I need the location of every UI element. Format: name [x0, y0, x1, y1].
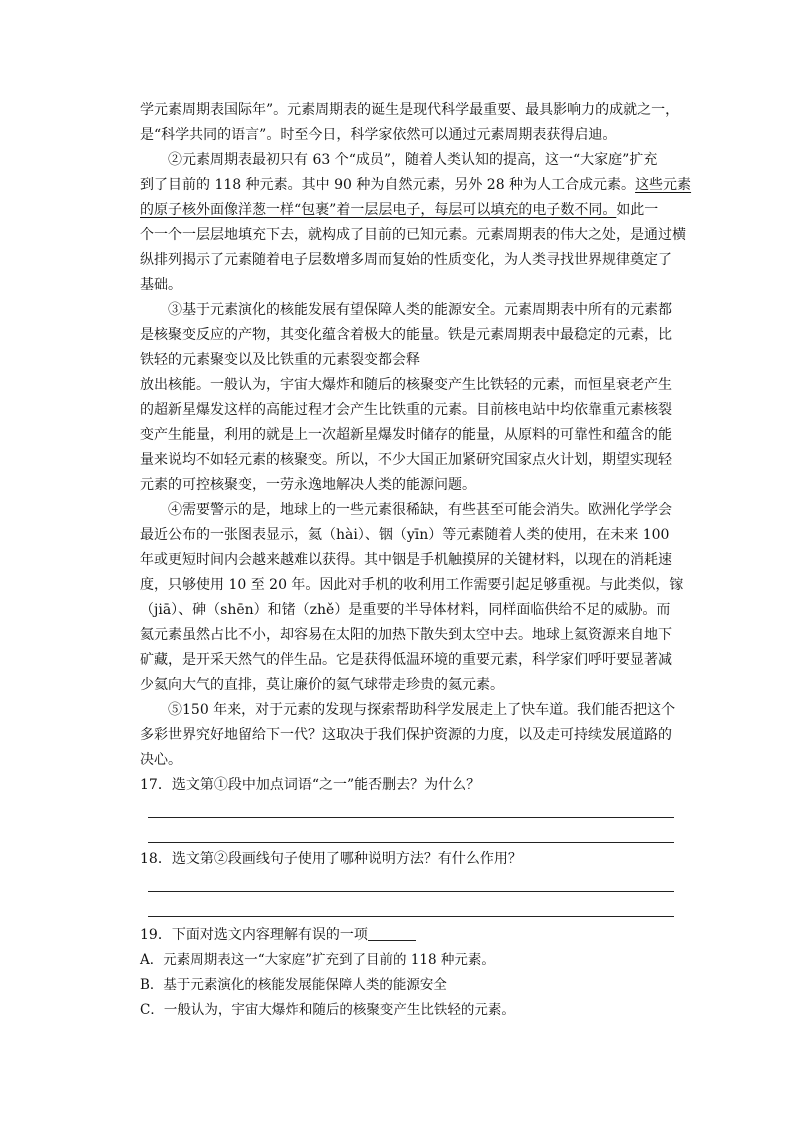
question-19: [140, 926, 416, 944]
paragraph-3-line-6: 变产生能量，利用的就是上一次超新星爆发时储存的能量，从原料的可靠性和蕴含的能: [140, 427, 672, 443]
answer-blank-19[interactable]: [368, 926, 416, 941]
underlined-sentence-end: 的原子核外面像洋葱一样“包裹”着一层层电子，每层可以填充的电子数不同。: [140, 202, 617, 218]
paragraph-5-line-3: 决心。: [140, 752, 182, 768]
option-a: A．元素周期表这一“大家庭”扩充到了目前的 118 种元素。: [140, 952, 495, 968]
option-c: C．一般认为，宇宙大爆炸和随后的核聚变产生比铁轻的元素。: [140, 1002, 515, 1018]
paragraph-2-line-2: [140, 176, 691, 194]
paragraph-1-line-2: 是“科学共同的语言”。时至今日，科学家依然可以通过元素周期表获得启迪。: [140, 127, 617, 143]
paragraph-4-line-7: 矿藏，是开采天然气的伴生品。它是获得低温环境的重要元素，科学家们呼吁要显著减: [140, 652, 672, 668]
answer-line-17-2[interactable]: [148, 842, 674, 843]
underlined-sentence-start: 这些元素: [635, 177, 692, 193]
paragraph-3-line-4: 放出核能。一般认为，宇宙大爆炸和随后的核聚变产生比铁轻的元素，而恒星衰老产生: [140, 377, 672, 393]
paragraph-2-line-4: 个一个一层层地填充下去，就构成了目前的已知元素。元素周期表的伟大之处，是通过横: [140, 227, 686, 243]
paragraph-3-line-7: 量来说均不如轻元素的核聚变。所以，不少大国正加紧研究国家点火计划，期望实现轻: [140, 452, 672, 468]
option-b: B．基于元素演化的核能发展能保障人类的能源安全: [140, 977, 447, 993]
paragraph-4-line-4: 度，只够使用 10 至 20 年。因此对手机的收利用工作需要引起足够重视。与此类似，镓: [140, 577, 684, 593]
paragraph-4-line-8: 少氦向大气的直排，莫让廉价的氦气球带走珍贵的氦元素。: [140, 677, 504, 693]
paragraph-4-line-2: 最近公布的一张图表显示，氦（hài）、铟（yīn）等元素随着人类的使用，在未来 100: [140, 527, 670, 543]
paragraph-4-line-3: 年或更短时间内会越来越难以获得。其中铟是手机触摸屏的关键材料，以现在的消耗速: [140, 552, 672, 568]
question-19-text: 19．下面对选文内容理解有误的一项: [140, 927, 368, 943]
paragraph-2-line-1: ②元素周期表最初只有 63 个“成员”，随着人类认知的提高，这一“大家庭”扩充: [168, 152, 658, 168]
paragraph-5-line-2: 多彩世界究好地留给下一代？这取决于我们保护资源的力度，以及走可持续发展道路的: [140, 727, 672, 743]
paragraph-3-line-5: 的超新星爆发这样的高能过程才会产生比铁重的元素。目前核电站中均依靠重元素核裂: [140, 402, 672, 418]
paragraph-2-line-3: [140, 201, 658, 219]
paragraph-3-line-1: ③基于元素演化的核能发展有望保障人类的能源安全。元素周期表中所有的元素都: [168, 302, 672, 318]
paragraph-3-line-2: 是核聚变反应的产物，其变化蕴含着极大的能量。铁是元素周期表中最稳定的元素，比: [140, 327, 672, 343]
question-18: 18．选文第②段画线句子使用了哪种说明方法？有什么作用？: [140, 851, 522, 867]
paragraph-3-line-8: 元素的可控核聚变，一劳永逸地解决人类的能源问题。: [140, 477, 476, 493]
paragraph-2-text: 到了目前的 118 种元素。其中 90 种为自然元素，另外 28 种为人工合成元素。: [140, 177, 636, 193]
answer-line-17-1[interactable]: [148, 817, 674, 818]
paragraph-2-text: 如此一: [616, 202, 659, 218]
paragraph-4-line-6: 氦元素虽然占比不小，却容易在太阳的加热下散失到太空中去。地球上氦资源来自地下: [140, 627, 672, 643]
paragraph-4-line-5: （jiā）、砷（shēn）和锗（zhě）是重要的半导体材料，同样面临供给不足的威胁。而: [140, 602, 671, 618]
paragraph-1-line-1: 学元素周期表国际年”。元素周期表的诞生是现代科学最重要、最具影响力的成就之一，: [140, 102, 680, 118]
paragraph-3-line-3: 铁轻的元素聚变以及比铁重的元素裂变都会释: [140, 352, 420, 368]
answer-line-18-1[interactable]: [148, 891, 674, 892]
question-17: 17．选文第①段中加点词语“之一”能否删去？为什么？: [140, 777, 481, 793]
paragraph-4-line-1: ④需要警示的是，地球上的一些元素很稀缺，有些甚至可能会消失。欧洲化学学会: [168, 502, 672, 518]
paragraph-2-line-6: 基础。: [140, 277, 182, 293]
paragraph-5-line-1: ⑤150 年来，对于元素的发现与探索帮助科学发展走上了快车道。我们能否把这个: [168, 702, 676, 718]
paragraph-2-line-5: 纵排列揭示了元素随着电子层数增多周而复始的性质变化，为人类寻找世界规律奠定了: [140, 252, 672, 268]
answer-line-18-2[interactable]: [148, 916, 674, 917]
